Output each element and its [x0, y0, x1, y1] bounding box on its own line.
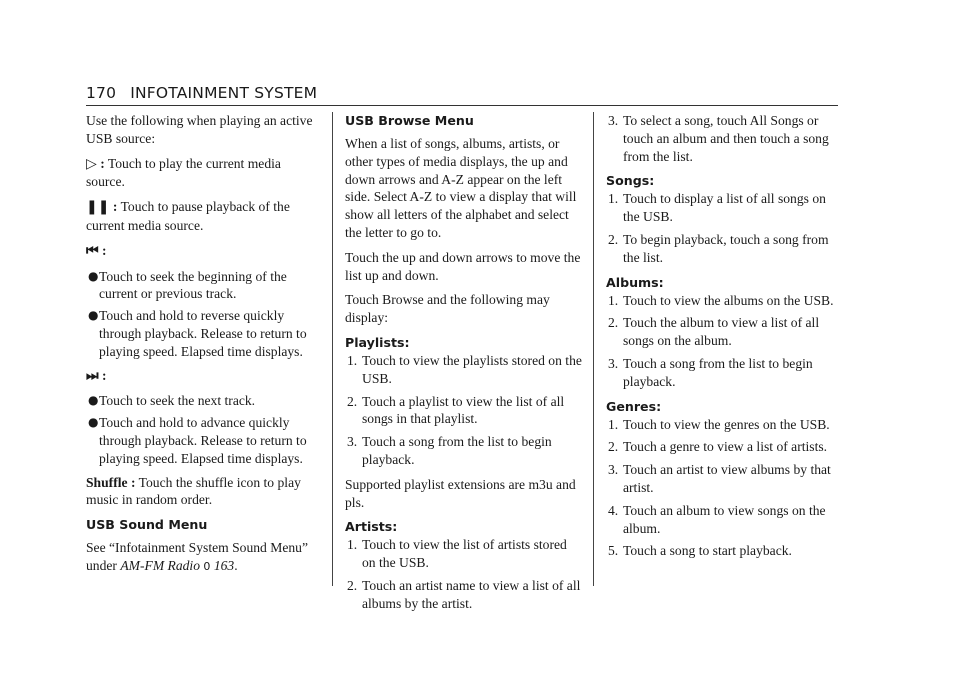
usb-sound-menu-heading: USB Sound Menu — [86, 517, 208, 533]
albums-heading: Albums: — [606, 274, 664, 290]
list-item-text: Touch the album to view a list of all songs on the album. — [623, 315, 820, 349]
genres-list — [606, 416, 844, 561]
column-divider — [593, 112, 594, 586]
list-item-text: To select a song, touch All Songs or touch an album and then touch a song from the list. — [623, 113, 829, 164]
list-item-text: Touch and hold to reverse quickly through playback. Release to return to playing speed. Elapsed time displays. — [99, 308, 307, 359]
list-item-text: Touch to view the genres on the USB. — [623, 416, 830, 432]
list-item-text: Touch a song from the list to begin playback. — [623, 355, 813, 389]
pause-description — [86, 198, 320, 235]
shuffle-text: Touch the shuffle icon to play music in random order. — [86, 474, 301, 508]
seek-forward-colon: : — [102, 367, 107, 383]
browse-paragraph-1: When a list of songs, albums, artists, or other types of media displays, the up and down arrows and A-Z appear on the left side. Select A-Z to view a display that will show all letters of the alphabet and select the letter to go to. — [345, 136, 577, 240]
header-text — [86, 84, 838, 102]
browse-paragraph-3: Touch Browse and the following may display: — [345, 292, 550, 326]
list-item-text: Touch a song to start playback. — [623, 543, 792, 559]
browse-paragraph-2: Touch the up and down arrows to move the list up and down. — [345, 249, 581, 283]
bullet-icon: ● — [88, 268, 99, 283]
pause-icon: ❚❚ — [86, 199, 110, 216]
list-item: 1. Touch to view the genres on the USB. — [608, 416, 830, 432]
list-item-text: Touch to view the albums on the USB. — [623, 292, 834, 308]
seek-back-heading — [86, 242, 320, 261]
seek-back-list — [86, 268, 320, 361]
list-item: 2. Touch a playlist to view the list of all songs in that playlist. — [347, 393, 565, 427]
list-item: 1. Touch to view the list of artists stored on the USB. — [347, 537, 567, 571]
albums-list — [606, 292, 844, 391]
play-icon: ▷ — [86, 155, 97, 172]
header-rule — [86, 105, 838, 106]
list-item: 2. Touch a genre to view a list of artists. — [608, 439, 828, 455]
list-item-text: Touch a playlist to view the list of all songs in that playlist. — [362, 393, 565, 427]
list-item: 2. Touch the album to view a list of all songs on the album. — [608, 315, 820, 349]
list-item-text: Touch a genre to view a list of artists. — [623, 439, 828, 455]
list-item: 3. Touch an artist to view albums by that artist. — [608, 462, 831, 495]
list-item: 2. To begin playback, touch a song from the list. — [608, 231, 829, 265]
artists-list-continued — [606, 112, 844, 165]
list-item-text: Touch an artist to view albums by that artist. — [623, 462, 831, 495]
seek-forward-icon: ⏭ — [86, 367, 99, 384]
seek-forward-list — [86, 392, 320, 467]
list-item: 1. Touch to view the playlists stored on the USB. — [347, 352, 582, 386]
list-item: 3. To select a song, touch All Songs or touch an album and then touch a song from the list. — [608, 113, 829, 164]
list-item: 5. Touch a song to start playback. — [608, 543, 792, 559]
list-item: 3. Touch a song from the list to begin playback. — [608, 355, 813, 389]
artists-list — [345, 536, 582, 612]
column-divider — [332, 112, 333, 586]
cross-reference-arrow-icon: 0 — [203, 559, 211, 573]
seek-back-colon: : — [102, 242, 107, 258]
list-item-text: Touch to seek the beginning of the current or previous track. — [99, 268, 287, 302]
shuffle-label: Shuffle : — [86, 474, 136, 490]
play-colon: : — [100, 155, 105, 171]
genres-heading: Genres: — [606, 398, 662, 414]
section-title: INFOTAINMENT SYSTEM — [130, 84, 318, 102]
sound-menu-paragraph — [86, 539, 320, 576]
list-item-text: Touch and hold to advance quickly through playback. Release to return to playing speed. Elapsed time displays. — [99, 415, 307, 466]
playlist-extensions-paragraph: Supported playlist extensions are m3u and pls. — [345, 476, 576, 510]
songs-heading: Songs: — [606, 173, 655, 189]
list-item: 1. Touch to display a list of all songs on the USB. — [608, 191, 826, 225]
seek-back-icon: ⏮ — [86, 242, 99, 259]
songs-list — [606, 190, 844, 266]
pause-colon: : — [112, 199, 118, 215]
column-3 — [606, 112, 844, 567]
page-header — [86, 84, 838, 102]
am-fm-radio-link[interactable]: AM-FM Radio — [120, 557, 201, 573]
list-item — [86, 307, 320, 360]
bullet-icon: ● — [88, 393, 99, 408]
list-item — [86, 414, 320, 467]
shuffle-description — [86, 474, 320, 510]
usb-browse-menu-heading: USB Browse Menu — [345, 113, 474, 128]
list-item: 4. Touch an album to view songs on the album. — [608, 502, 826, 536]
sentence-period: . — [234, 557, 238, 573]
sound-menu-text: See “Infotainment System Sound Menu” under — [86, 540, 308, 573]
list-item: 3. Touch a song from the list to begin playback. — [347, 434, 552, 467]
seek-forward-heading — [86, 367, 320, 386]
page-number: 170 — [86, 84, 117, 102]
list-item: 2. Touch an artist name to view a list of all albums by the artist. — [347, 577, 581, 611]
list-item — [86, 392, 320, 410]
column-1 — [86, 112, 320, 583]
list-item-text: Touch an album to view songs on the album. — [623, 502, 826, 536]
list-item-text: Touch to view the list of artists stored on the USB. — [362, 537, 567, 571]
list-item: 1. Touch to view the albums on the USB. — [608, 292, 834, 308]
play-description — [86, 155, 320, 192]
playlists-list — [345, 352, 582, 469]
list-item-text: Touch an artist name to view a list of all albums by the artist. — [362, 577, 581, 611]
cross-reference-page[interactable]: 163 — [213, 557, 235, 573]
list-item — [86, 268, 320, 304]
play-text: Touch to play the current media source. — [86, 155, 281, 190]
artists-heading: Artists: — [345, 519, 398, 535]
column-2 — [345, 112, 582, 620]
list-item-text: Touch to display a list of all songs on the USB. — [623, 191, 826, 225]
list-item-text: To begin playback, touch a song from the list. — [623, 231, 829, 265]
list-item-text: Touch to view the playlists stored on the USB. — [362, 352, 582, 386]
list-item-text: Touch to seek the next track. — [99, 393, 256, 409]
intro-paragraph: Use the following when playing an active USB source: — [86, 113, 313, 146]
bullet-icon: ● — [88, 415, 99, 430]
bullet-icon: ● — [88, 308, 99, 323]
list-item-text: Touch a song from the list to begin playback. — [362, 434, 552, 467]
pause-text: Touch to pause playback of the current media source. — [86, 199, 290, 233]
playlists-heading: Playlists: — [345, 334, 410, 350]
